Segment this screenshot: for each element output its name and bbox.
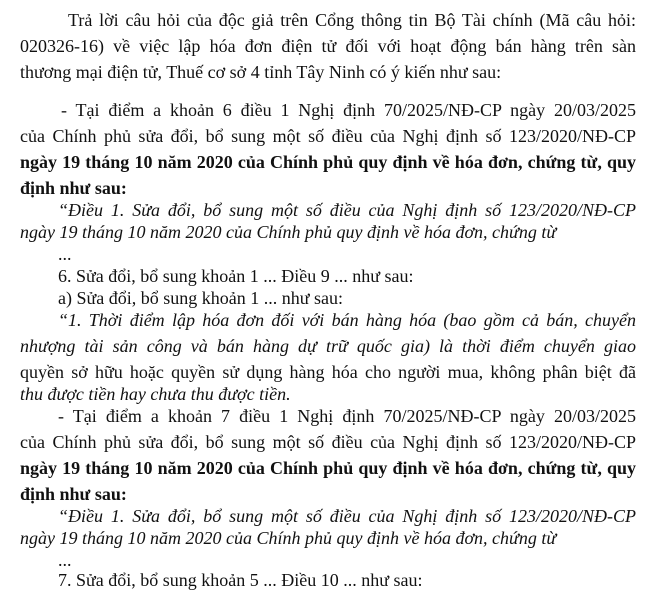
paragraph-line: - Tại điểm a khoản 6 điều 1 Nghị định 70/2025/NĐ-CP ngày 20/03/2025 bbox=[61, 100, 636, 120]
quote-line: ngày 19 tháng 10 năm 2020 của Chính phủ quy định về hóa đơn, chứng từ bbox=[20, 528, 557, 548]
ellipsis-line: ... bbox=[58, 550, 72, 570]
list-item-line: 7. Sửa đổi, bổ sung khoản 5 ... Điều 10 ... như sau: bbox=[58, 570, 423, 590]
paragraph-line: thương mại điện tử, Thuế cơ sở 4 tỉnh Tây Ninh có ý kiến như sau: bbox=[20, 62, 502, 82]
quote-line: quyền sở hữu hoặc quyền sử dụng hàng hóa cho người mua, không phân biệt đã bbox=[20, 362, 636, 382]
quote-line: “Điều 1. Sửa đổi, bổ sung một số điều của Nghị định số 123/2020/NĐ-CP bbox=[58, 506, 636, 526]
paragraph-line: định như sau: bbox=[20, 178, 127, 198]
paragraph-line: 020326-16) về việc lập hóa đơn điện tử đối với hoạt động bán hàng trên sàn bbox=[20, 36, 636, 56]
paragraph-line: của Chính phủ sửa đổi, bổ sung một số điều của Nghị định số 123/2020/NĐ-CP bbox=[20, 126, 636, 146]
ellipsis-line: ... bbox=[58, 244, 72, 264]
paragraph-line: của Chính phủ sửa đổi, bổ sung một số điều của Nghị định số 123/2020/NĐ-CP bbox=[20, 432, 636, 452]
quote-line: “Điều 1. Sửa đổi, bổ sung một số điều của Nghị định số 123/2020/NĐ-CP bbox=[58, 200, 636, 220]
paragraph-line: ngày 19 tháng 10 năm 2020 của Chính phủ quy định về hóa đơn, chứng từ, quy bbox=[20, 152, 636, 172]
paragraph-line: ngày 19 tháng 10 năm 2020 của Chính phủ quy định về hóa đơn, chứng từ, quy bbox=[20, 458, 636, 478]
list-item-line: 6. Sửa đổi, bổ sung khoản 1 ... Điều 9 ... như sau: bbox=[58, 266, 414, 286]
quote-line: nhượng tài sản công và bán hàng dự trữ quốc gia) là thời điểm chuyển giao bbox=[20, 336, 636, 356]
paragraph-line: định như sau: bbox=[20, 484, 127, 504]
paragraph-line: - Tại điểm a khoản 7 điều 1 Nghị định 70/2025/NĐ-CP ngày 20/03/2025 bbox=[58, 406, 636, 426]
list-item-line: a) Sửa đổi, bổ sung khoản 1 ... như sau: bbox=[58, 288, 343, 308]
paragraph-line: Trả lời câu hỏi của độc giả trên Cổng thông tin Bộ Tài chính (Mã câu hỏi: bbox=[68, 10, 636, 30]
quote-line: thu được tiền hay chưa thu được tiền. bbox=[20, 384, 291, 404]
quote-line: ngày 19 tháng 10 năm 2020 của Chính phủ quy định về hóa đơn, chứng từ bbox=[20, 222, 557, 242]
quote-line: “1. Thời điểm lập hóa đơn đối với bán hàng hóa (bao gồm cả bán, chuyển bbox=[58, 310, 636, 330]
